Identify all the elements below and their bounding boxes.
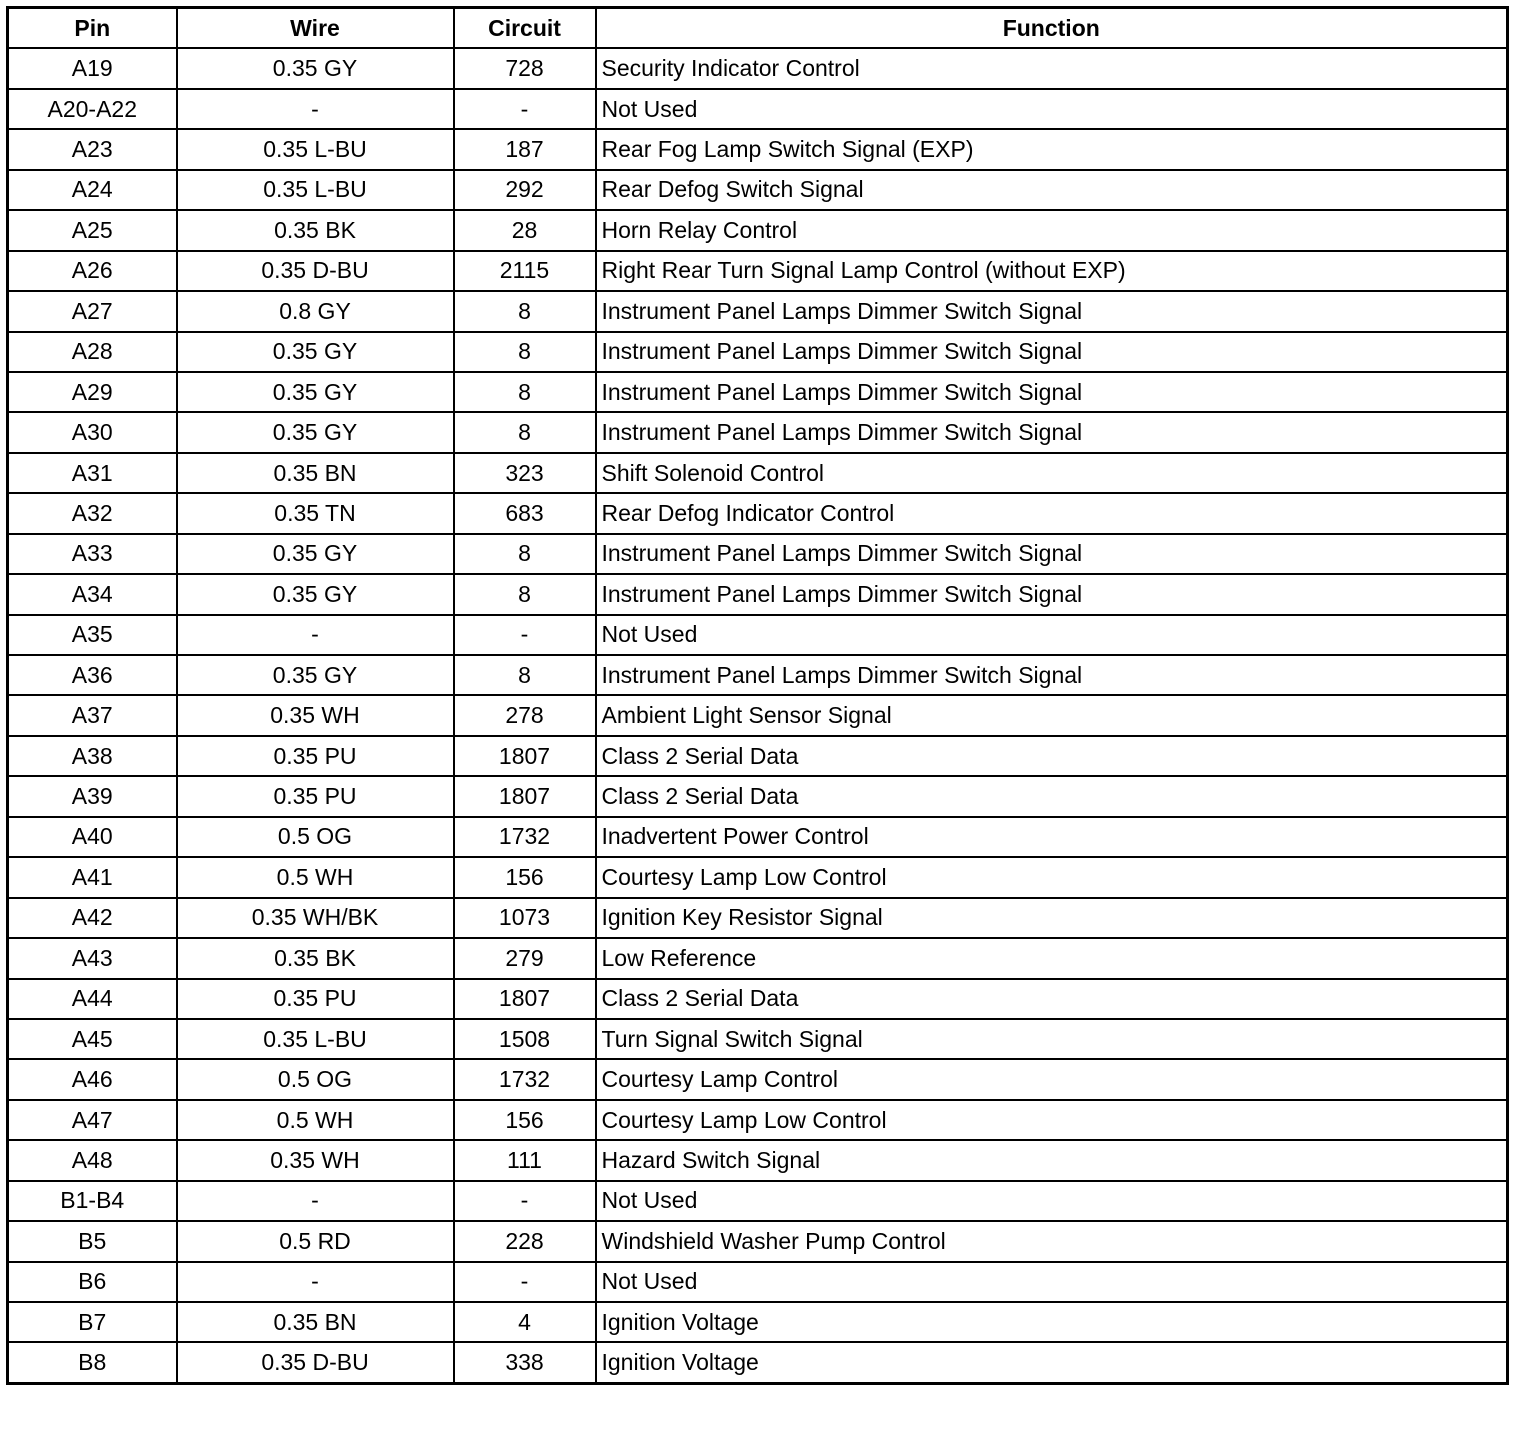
table-row <box>8 1059 1508 1099</box>
function-cell: Rear Fog Lamp Switch Signal (EXP) <box>596 129 1508 169</box>
circuit-cell: 1732 <box>454 817 596 857</box>
wire-cell: - <box>177 1262 454 1302</box>
table-row <box>8 695 1508 735</box>
pin-cell: B8 <box>8 1342 177 1383</box>
wire-cell: 0.35 BN <box>177 1302 454 1342</box>
function-cell: Instrument Panel Lamps Dimmer Switch Signal <box>596 412 1508 452</box>
wire-cell: 0.35 GY <box>177 372 454 412</box>
pin-cell: A42 <box>8 898 177 938</box>
circuit-cell: 111 <box>454 1140 596 1180</box>
wire-cell: - <box>177 89 454 129</box>
function-cell: Class 2 Serial Data <box>596 736 1508 776</box>
wire-cell: 0.5 RD <box>177 1221 454 1261</box>
table-row <box>8 898 1508 938</box>
pin-cell: A31 <box>8 453 177 493</box>
circuit-cell: 1807 <box>454 736 596 776</box>
circuit-cell: 8 <box>454 372 596 412</box>
function-cell: Hazard Switch Signal <box>596 1140 1508 1180</box>
circuit-cell: 338 <box>454 1342 596 1383</box>
pin-cell: A27 <box>8 291 177 331</box>
function-cell: Ignition Voltage <box>596 1342 1508 1383</box>
table-row <box>8 453 1508 493</box>
wire-cell: 0.35 WH/BK <box>177 898 454 938</box>
pin-cell: B1-B4 <box>8 1181 177 1221</box>
wire-cell: 0.35 WH <box>177 695 454 735</box>
table-row <box>8 372 1508 412</box>
wire-cell: 0.35 GY <box>177 332 454 372</box>
function-cell: Not Used <box>596 1262 1508 1302</box>
function-cell: Not Used <box>596 89 1508 129</box>
circuit-cell: 683 <box>454 493 596 533</box>
pin-cell: A23 <box>8 129 177 169</box>
circuit-cell: - <box>454 1262 596 1302</box>
function-cell: Not Used <box>596 615 1508 655</box>
function-cell: Instrument Panel Lamps Dimmer Switch Signal <box>596 372 1508 412</box>
table-row <box>8 979 1508 1019</box>
function-cell: Not Used <box>596 1181 1508 1221</box>
pin-cell: A26 <box>8 251 177 291</box>
table-row <box>8 1302 1508 1342</box>
circuit-cell: 1807 <box>454 979 596 1019</box>
wire-cell: 0.35 TN <box>177 493 454 533</box>
circuit-cell: - <box>454 615 596 655</box>
header-pin: Pin <box>8 8 177 49</box>
circuit-cell: 279 <box>454 938 596 978</box>
table-row <box>8 412 1508 452</box>
pin-cell: A41 <box>8 857 177 897</box>
pin-cell: A40 <box>8 817 177 857</box>
table-row <box>8 1342 1508 1383</box>
function-cell: Horn Relay Control <box>596 210 1508 250</box>
header-row <box>8 8 1508 49</box>
table-row <box>8 1140 1508 1180</box>
header-circuit: Circuit <box>454 8 596 49</box>
table-row <box>8 48 1508 88</box>
table-row <box>8 817 1508 857</box>
pin-cell: A34 <box>8 574 177 614</box>
wire-cell: - <box>177 1181 454 1221</box>
function-cell: Inadvertent Power Control <box>596 817 1508 857</box>
circuit-cell: 156 <box>454 1100 596 1140</box>
table-row <box>8 170 1508 210</box>
table-row <box>8 332 1508 372</box>
function-cell: Right Rear Turn Signal Lamp Control (without EXP) <box>596 251 1508 291</box>
wire-cell: 0.35 D-BU <box>177 251 454 291</box>
table-row <box>8 129 1508 169</box>
function-cell: Class 2 Serial Data <box>596 776 1508 816</box>
pin-cell: A29 <box>8 372 177 412</box>
wire-cell: 0.35 L-BU <box>177 1019 454 1059</box>
pin-cell: A37 <box>8 695 177 735</box>
wire-cell: 0.35 PU <box>177 776 454 816</box>
wire-cell: 0.8 GY <box>177 291 454 331</box>
circuit-cell: 1807 <box>454 776 596 816</box>
circuit-cell: 8 <box>454 412 596 452</box>
table-row <box>8 1100 1508 1140</box>
circuit-cell: 187 <box>454 129 596 169</box>
circuit-cell: 1073 <box>454 898 596 938</box>
circuit-cell: 8 <box>454 655 596 695</box>
table-row <box>8 736 1508 776</box>
table-row <box>8 1262 1508 1302</box>
function-cell: Instrument Panel Lamps Dimmer Switch Signal <box>596 655 1508 695</box>
pin-cell: A36 <box>8 655 177 695</box>
table-body <box>8 48 1508 1383</box>
function-cell: Class 2 Serial Data <box>596 979 1508 1019</box>
table-header <box>8 8 1508 49</box>
function-cell: Ignition Key Resistor Signal <box>596 898 1508 938</box>
wire-cell: 0.35 BK <box>177 938 454 978</box>
pin-cell: A20-A22 <box>8 89 177 129</box>
wire-cell: 0.35 PU <box>177 979 454 1019</box>
circuit-cell: 728 <box>454 48 596 88</box>
pin-cell: A33 <box>8 534 177 574</box>
circuit-cell: 1732 <box>454 1059 596 1099</box>
function-cell: Courtesy Lamp Low Control <box>596 857 1508 897</box>
pin-cell: A19 <box>8 48 177 88</box>
function-cell: Courtesy Lamp Low Control <box>596 1100 1508 1140</box>
table-row <box>8 89 1508 129</box>
wire-cell: 0.35 GY <box>177 574 454 614</box>
wire-cell: 0.35 BK <box>177 210 454 250</box>
circuit-cell: 28 <box>454 210 596 250</box>
pin-cell: A48 <box>8 1140 177 1180</box>
circuit-cell: - <box>454 1181 596 1221</box>
pin-cell: B5 <box>8 1221 177 1261</box>
table-row <box>8 1221 1508 1261</box>
circuit-cell: 323 <box>454 453 596 493</box>
wire-cell: 0.35 GY <box>177 48 454 88</box>
function-cell: Courtesy Lamp Control <box>596 1059 1508 1099</box>
pin-cell: A44 <box>8 979 177 1019</box>
function-cell: Turn Signal Switch Signal <box>596 1019 1508 1059</box>
function-cell: Instrument Panel Lamps Dimmer Switch Signal <box>596 534 1508 574</box>
wire-cell: 0.35 BN <box>177 453 454 493</box>
circuit-cell: 1508 <box>454 1019 596 1059</box>
table-row <box>8 857 1508 897</box>
connector-pinout-table <box>6 6 1509 1385</box>
wire-cell: 0.35 GY <box>177 412 454 452</box>
circuit-cell: 228 <box>454 1221 596 1261</box>
function-cell: Ambient Light Sensor Signal <box>596 695 1508 735</box>
function-cell: Windshield Washer Pump Control <box>596 1221 1508 1261</box>
function-cell: Security Indicator Control <box>596 48 1508 88</box>
table-row <box>8 655 1508 695</box>
circuit-cell: 8 <box>454 332 596 372</box>
function-cell: Rear Defog Switch Signal <box>596 170 1508 210</box>
circuit-cell: 156 <box>454 857 596 897</box>
table-row <box>8 493 1508 533</box>
function-cell: Instrument Panel Lamps Dimmer Switch Signal <box>596 291 1508 331</box>
circuit-cell: 278 <box>454 695 596 735</box>
function-cell: Instrument Panel Lamps Dimmer Switch Signal <box>596 332 1508 372</box>
pin-cell: B7 <box>8 1302 177 1342</box>
table-row <box>8 210 1508 250</box>
circuit-cell: 4 <box>454 1302 596 1342</box>
circuit-cell: 8 <box>454 574 596 614</box>
pin-cell: B6 <box>8 1262 177 1302</box>
table-row <box>8 574 1508 614</box>
circuit-cell: 8 <box>454 534 596 574</box>
table-row <box>8 938 1508 978</box>
wire-cell: - <box>177 615 454 655</box>
circuit-cell: 292 <box>454 170 596 210</box>
pin-cell: A28 <box>8 332 177 372</box>
table-row <box>8 251 1508 291</box>
function-cell: Shift Solenoid Control <box>596 453 1508 493</box>
table-row <box>8 776 1508 816</box>
pin-cell: A45 <box>8 1019 177 1059</box>
table-row <box>8 1181 1508 1221</box>
wire-cell: 0.5 WH <box>177 857 454 897</box>
table-row <box>8 534 1508 574</box>
wire-cell: 0.5 OG <box>177 817 454 857</box>
wire-cell: 0.35 L-BU <box>177 129 454 169</box>
pin-cell: A46 <box>8 1059 177 1099</box>
pin-cell: A43 <box>8 938 177 978</box>
function-cell: Low Reference <box>596 938 1508 978</box>
pin-cell: A47 <box>8 1100 177 1140</box>
table-row <box>8 1019 1508 1059</box>
wire-cell: 0.35 WH <box>177 1140 454 1180</box>
pin-cell: A35 <box>8 615 177 655</box>
wire-cell: 0.35 L-BU <box>177 170 454 210</box>
wire-cell: 0.35 D-BU <box>177 1342 454 1383</box>
table-row <box>8 615 1508 655</box>
circuit-cell: 2115 <box>454 251 596 291</box>
function-cell: Rear Defog Indicator Control <box>596 493 1508 533</box>
wire-cell: 0.5 WH <box>177 1100 454 1140</box>
pin-cell: A30 <box>8 412 177 452</box>
circuit-cell: 8 <box>454 291 596 331</box>
pin-cell: A25 <box>8 210 177 250</box>
wire-cell: 0.35 GY <box>177 655 454 695</box>
table-row <box>8 291 1508 331</box>
wire-cell: 0.35 PU <box>177 736 454 776</box>
pin-cell: A38 <box>8 736 177 776</box>
pin-cell: A24 <box>8 170 177 210</box>
function-cell: Instrument Panel Lamps Dimmer Switch Signal <box>596 574 1508 614</box>
header-function: Function <box>596 8 1508 49</box>
circuit-cell: - <box>454 89 596 129</box>
function-cell: Ignition Voltage <box>596 1302 1508 1342</box>
header-wire: Wire <box>177 8 454 49</box>
wire-cell: 0.5 OG <box>177 1059 454 1099</box>
pin-cell: A32 <box>8 493 177 533</box>
wire-cell: 0.35 GY <box>177 534 454 574</box>
pin-cell: A39 <box>8 776 177 816</box>
